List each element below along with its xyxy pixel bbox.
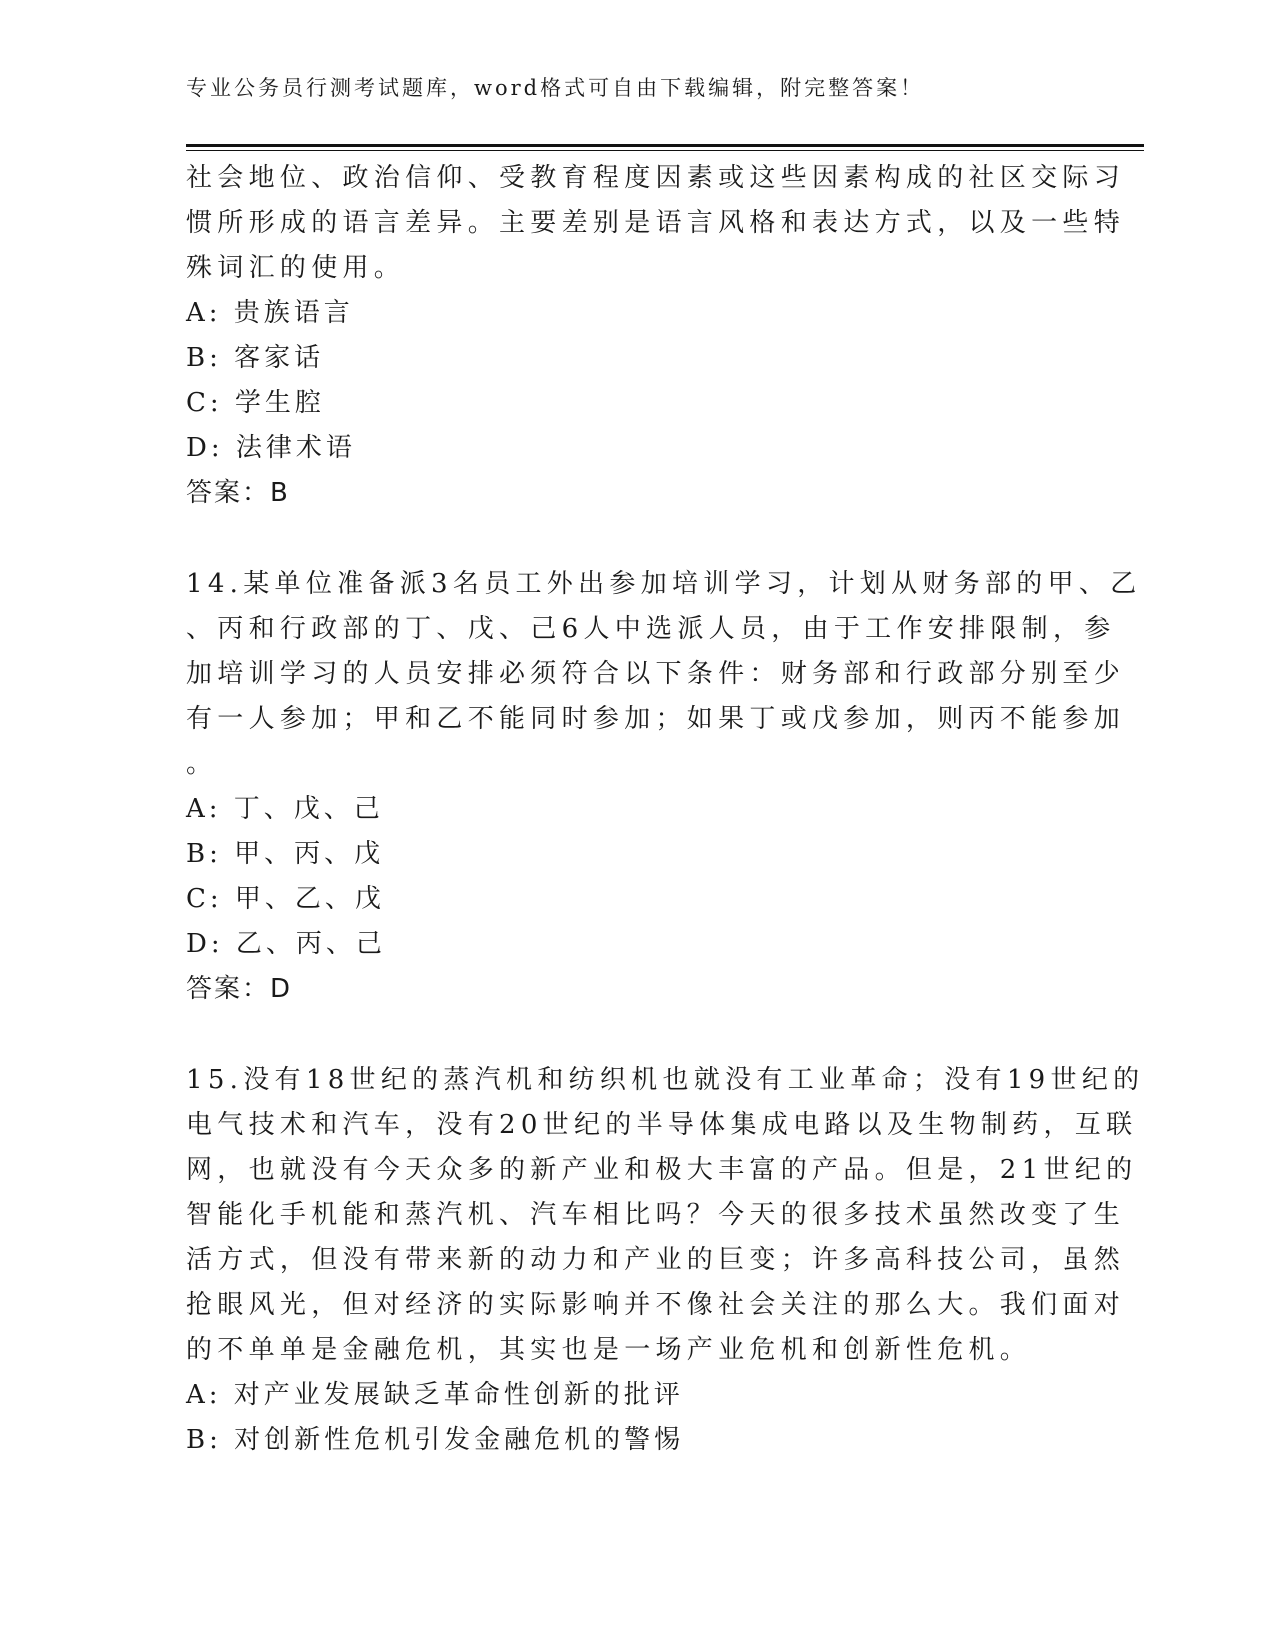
question-stem-line: 。 — [186, 749, 218, 779]
question-stem-line: 、丙和行政部的丁、戊、己6人中选派人员，由于工作安排限制，参 — [186, 614, 1116, 644]
option-a: A: 丁、戊、己 — [186, 794, 384, 824]
question-stem-line: 惯所形成的语言差异。主要差别是语言风格和表达方式，以及一些特 — [186, 208, 1126, 238]
option-b: B: 客家话 — [186, 343, 325, 373]
question-stem-line: 有一人参加；甲和乙不能同时参加；如果丁或戊参加，则丙不能参加 — [186, 704, 1126, 734]
header-divider-thin — [186, 150, 1144, 151]
answer: 答案：B — [186, 478, 290, 508]
question-13 — [186, 156, 1126, 516]
option-b: B: 对创新性危机引发金融危机的警惕 — [186, 1425, 685, 1455]
option-c: C: 甲、乙、戊 — [186, 884, 385, 914]
question-stem-line: 加培训学习的人员安排必须符合以下条件：财务部和行政部分别至少 — [186, 659, 1126, 689]
option-c: C: 学生腔 — [186, 388, 325, 418]
document-body — [186, 156, 1145, 1463]
question-stem-line: 智能化手机能和蒸汽机、汽车相比吗？今天的很多技术虽然改变了生 — [186, 1200, 1126, 1230]
question-stem-line: 社会地位、政治信仰、受教育程度因素或这些因素构成的社区交际习 — [186, 163, 1126, 193]
option-b: B: 甲、丙、戊 — [186, 839, 385, 869]
question-stem-line: 活方式，但没有带来新的动力和产业的巨变；许多高科技公司，虽然 — [186, 1245, 1126, 1275]
question-stem-line: 14.某单位准备派3名员工外出参加培训学习，计划从财务部的甲、乙 — [186, 569, 1142, 599]
answer: 答案：D — [186, 974, 293, 1004]
question-stem-line: 电气技术和汽车，没有20世纪的半导体集成电路以及生物制药，互联 — [186, 1110, 1138, 1140]
header-divider — [186, 144, 1144, 147]
option-a: A: 对产业发展缺乏革命性创新的批评 — [186, 1380, 684, 1410]
page-header: 专业公务员行测考试题库，word格式可自由下载编辑，附完整答案！ — [186, 76, 925, 100]
spacer — [186, 1012, 1066, 1058]
question-stem-line: 抢眼风光，但对经济的实际影响并不像社会关注的那么大。我们面对 — [186, 1290, 1126, 1320]
option-d: D: 乙、丙、己 — [186, 929, 386, 959]
question-stem-line: 殊词汇的使用。 — [186, 253, 406, 283]
question-stem-line: 网，也就没有今天众多的新产业和极大丰富的产品。但是，21世纪的 — [186, 1155, 1138, 1185]
question-14 — [186, 562, 1142, 1012]
option-a: A: 贵族语言 — [186, 298, 354, 328]
option-d: D: 法律术语 — [186, 433, 356, 463]
question-stem-line: 的不单单是金融危机，其实也是一场产业危机和创新性危机。 — [186, 1335, 1032, 1365]
question-15 — [186, 1058, 1145, 1463]
question-stem-line: 15.没有18世纪的蒸汽机和纺织机也就没有工业革命；没有19世纪的 — [186, 1065, 1145, 1095]
spacer — [186, 516, 1066, 562]
